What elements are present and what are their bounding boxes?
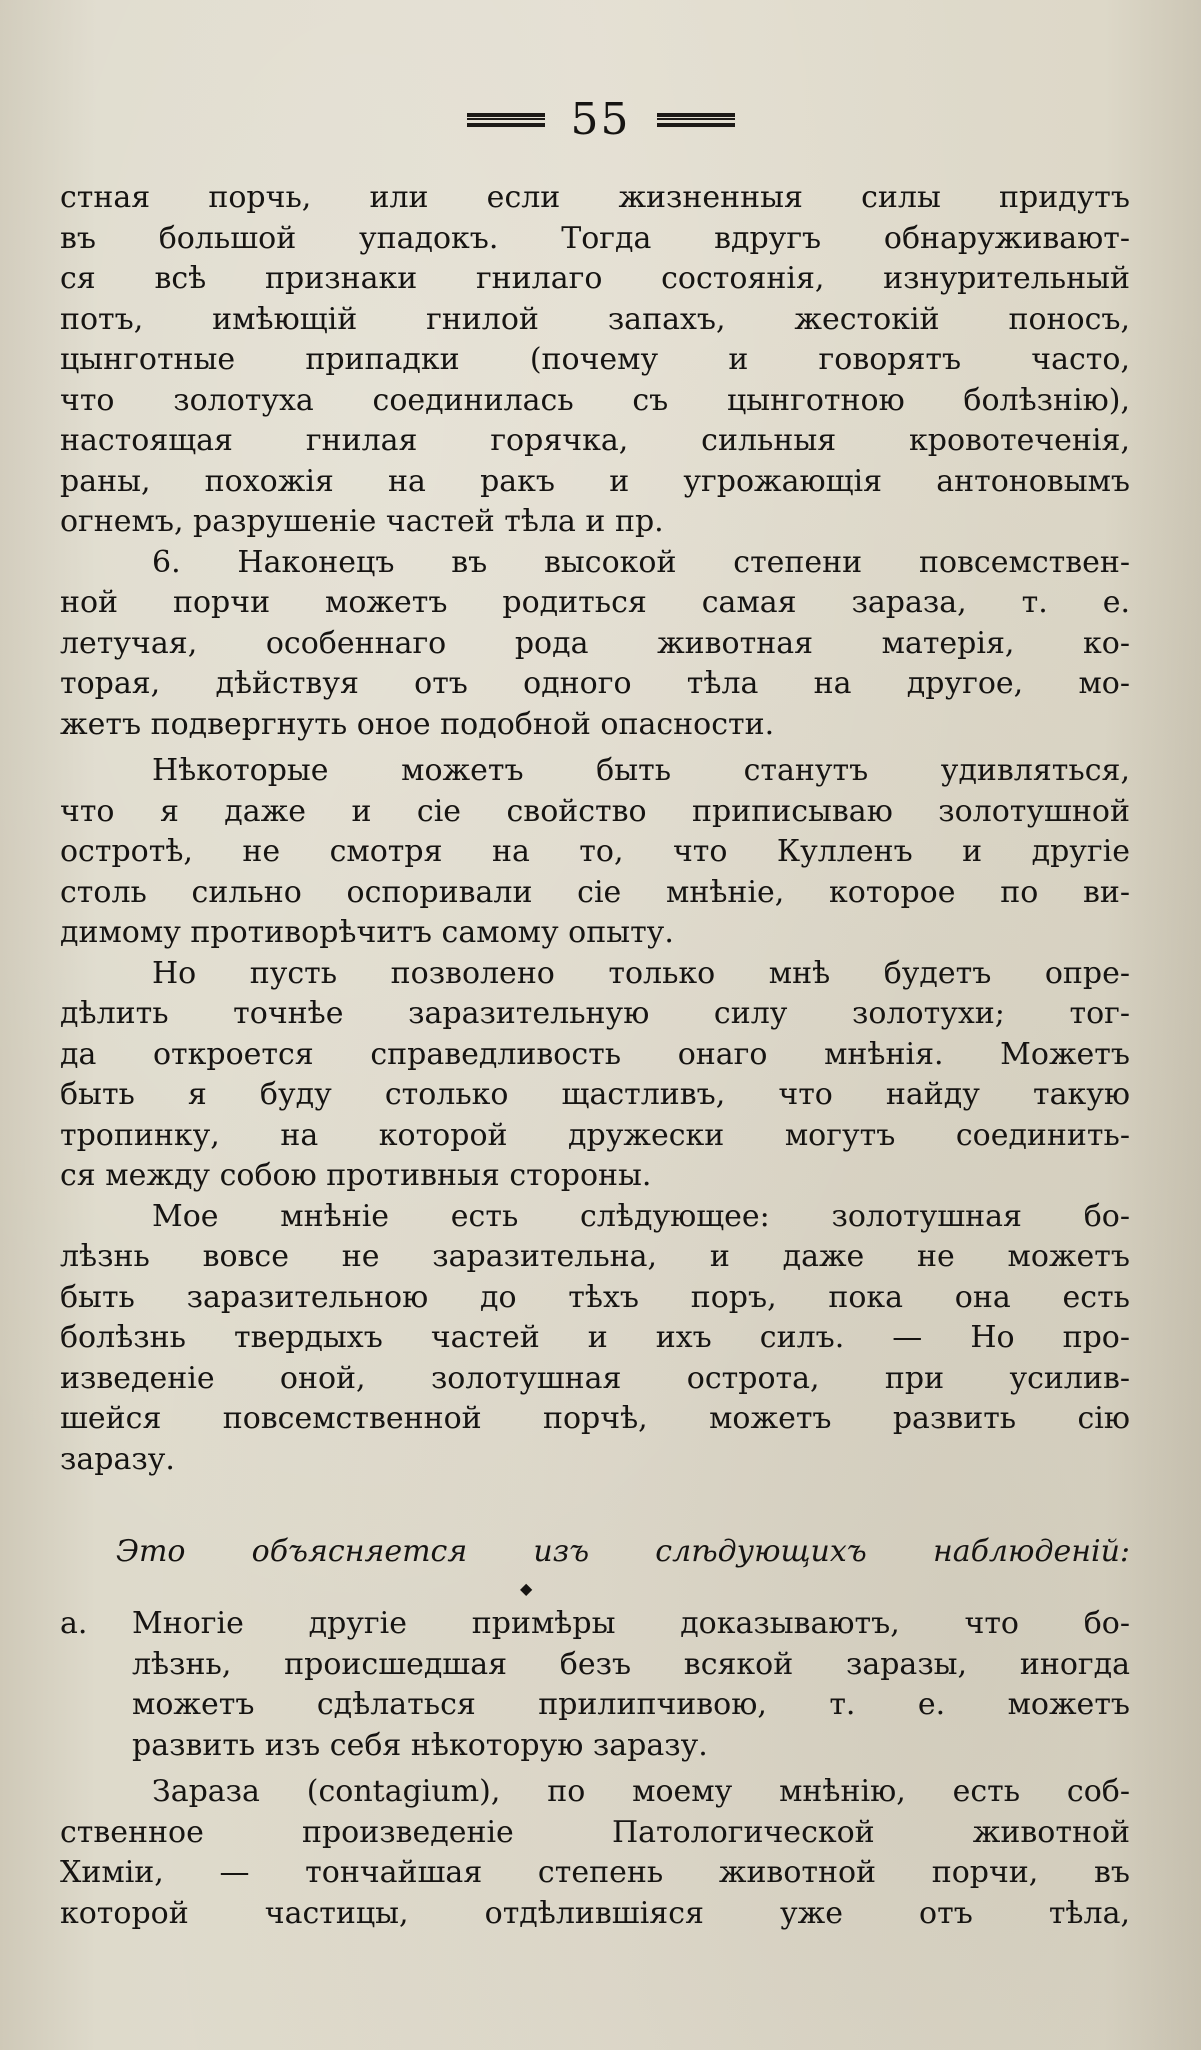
text-line: Нѣкоторые можетъ быть станутъ удивляться, xyxy=(152,753,1130,788)
paragraph-1 xyxy=(60,178,1130,543)
text-line: ся между собою противныя стороны. xyxy=(60,1158,652,1193)
text-line: летучая, особеннаго рода животная матерія, ко- xyxy=(60,625,1130,661)
text-line: цынготные припадки (почему и говорятъ часто, xyxy=(60,342,1130,377)
text-line: быть заразительною до тѣхъ поръ, пока она есть xyxy=(60,1279,1130,1315)
text-line: столь сильно оспоривали сіе мнѣніе, которое по ви- xyxy=(60,874,1130,910)
section-heading: Это объясняется изъ слѣдующихъ наблюденій: xyxy=(116,1534,1130,1569)
item-text: Многіе другіе примѣры доказываютъ, что бо- xyxy=(132,1606,1130,1641)
text-line: которой частицы, отдѣлившіяся уже отъ тѣла, xyxy=(60,1895,1130,1931)
text-line: развить изъ себя нѣкоторую заразу. xyxy=(132,1727,708,1763)
text-line: огнемъ, разрушеніе частей тѣла и пр. xyxy=(60,504,664,539)
text-line: что золотуха соединилась съ цынготною болѣзнію), xyxy=(60,382,1130,418)
text-line: ной порчи можетъ родиться самая зараза, т. е. xyxy=(60,585,1130,620)
item-label: а. xyxy=(60,1606,88,1641)
text-line: дѣлить точнѣе заразительную силу золотухи; тог- xyxy=(60,996,1130,1031)
text-line: лѣзнь, происшедшая безъ всякой заразы, иногда xyxy=(132,1646,1130,1682)
page-number: 55 xyxy=(570,94,631,145)
text-line: стная порчь, или если жизненныя силы придутъ xyxy=(60,180,1130,215)
paragraph-4 xyxy=(60,954,1130,1197)
text-line: тропинку, на которой дружески могутъ соединить- xyxy=(60,1117,1130,1153)
text-line: что я даже и сіе свойство приписываю золотушной xyxy=(60,793,1130,829)
text-line: потъ, имѣющій гнилой запахъ, жестокій поносъ, xyxy=(60,301,1130,337)
diamond-ornament-icon: ◆ xyxy=(520,1579,533,1598)
text-line: Но пусть позволено только мнѣ будетъ опре- xyxy=(152,955,1130,991)
text-line: быть я буду столько щастливъ, что найду такую xyxy=(60,1077,1130,1112)
text-line: ся всѣ признаки гнилаго состоянія, изнурительный xyxy=(60,261,1130,296)
text-line: Химіи, — тончайшая степень животной порчи, въ xyxy=(60,1855,1130,1890)
text-line: заразу. xyxy=(60,1441,175,1477)
text-line: лѣзнь вовсе не заразительна, и даже не можетъ xyxy=(60,1239,1130,1274)
list-item xyxy=(60,1604,1130,1766)
paragraph-2 xyxy=(60,543,1130,746)
text-line: изведеніе оной, золотушная острота, при усилив- xyxy=(60,1360,1130,1396)
text-line: Зараза (contagium), по моему мнѣнію, есть соб- xyxy=(152,1774,1130,1809)
text-line: торая, дѣйствуя отъ одного тѣла на другое, мо- xyxy=(60,666,1130,701)
body-text xyxy=(60,178,1130,1934)
text-line: шейся повсемственной порчѣ, можетъ развить сію xyxy=(60,1401,1130,1436)
text-line: да откроется справедливость онаго мнѣнія. Можетъ xyxy=(60,1036,1130,1072)
text-line: Мое мнѣніе есть слѣдующее: золотушная бо- xyxy=(152,1198,1130,1234)
text-line: настоящая гнилая горячка, сильныя кровотеченія, xyxy=(60,423,1130,458)
paragraph-final xyxy=(60,1772,1130,1934)
text-line: можетъ сдѣлаться прилипчивою, т. е. можетъ xyxy=(132,1687,1130,1722)
spacer xyxy=(60,1480,1130,1530)
text-line: въ большой упадокъ. Тогда вдругъ обнаруживают- xyxy=(60,220,1130,256)
text-line: димому противорѣчитъ самому опыту. xyxy=(60,915,674,950)
paragraph-3 xyxy=(60,751,1130,954)
left-double-rule xyxy=(467,113,545,127)
text-line: остротѣ, не смотря на то, что Кулленъ и другіе xyxy=(60,834,1130,869)
text-line: 6. Наконецъ въ высокой степени повсемствен- xyxy=(152,544,1130,580)
text-line: болѣзнь твердыхъ частей и ихъ силъ. — Но про- xyxy=(60,1320,1130,1355)
text-line: жетъ подвергнуть оное подобной опасности. xyxy=(60,706,775,742)
right-double-rule xyxy=(657,113,735,127)
text-line: ственное произведеніе Патологической животной xyxy=(60,1814,1130,1850)
text-line: раны, похожія на ракъ и угрожающія антоновымъ xyxy=(60,463,1130,499)
text-line xyxy=(60,1604,1130,1645)
paragraph-5 xyxy=(60,1197,1130,1481)
page-header xyxy=(0,92,1201,148)
